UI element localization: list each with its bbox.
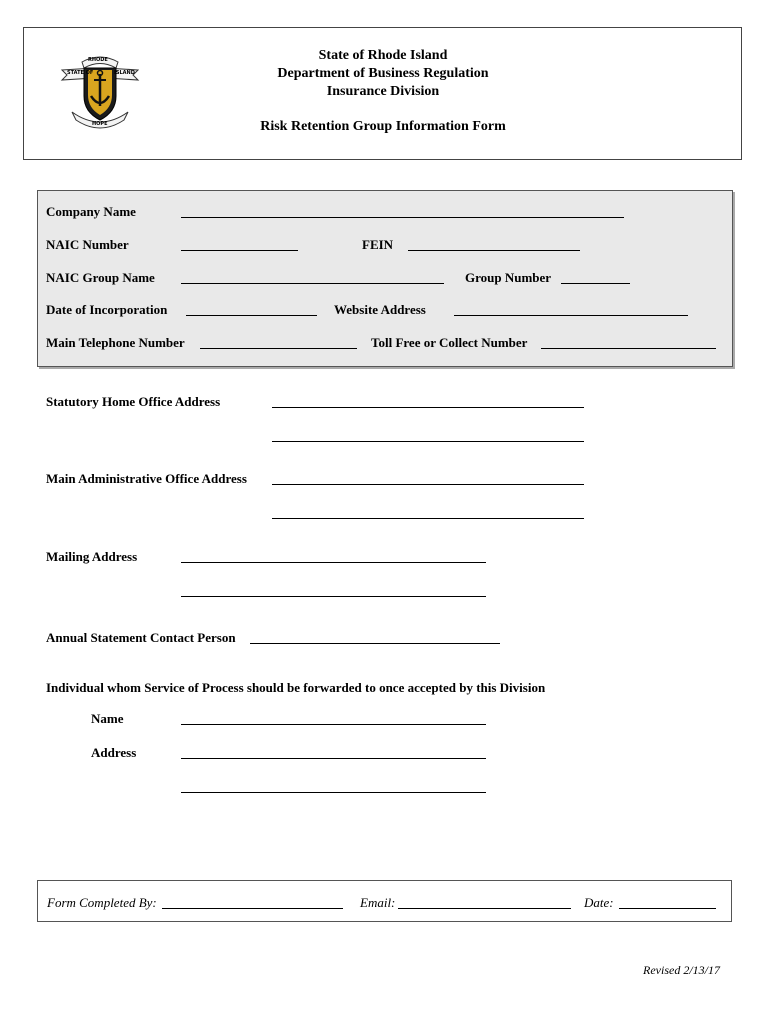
statutory-home-office-label: Statutory Home Office Address xyxy=(46,394,221,409)
main-admin-office-label: Main Administrative Office Address xyxy=(46,471,247,486)
naic-group-name-field[interactable] xyxy=(181,283,444,284)
website-address-field[interactable] xyxy=(454,315,688,316)
naic-number-label: NAIC Number xyxy=(46,237,129,252)
seal-right-text: ISLAND xyxy=(114,70,135,76)
main-admin-office-field-2[interactable] xyxy=(272,518,584,519)
main-telephone-label: Main Telephone Number xyxy=(46,335,185,350)
website-address-label: Website Address xyxy=(334,302,426,317)
sop-name-label: Name xyxy=(91,711,124,726)
department-name: Department of Business Regulation xyxy=(277,66,489,81)
service-of-process-heading: Individual whom Service of Process should be forwarded to once accepted by this Division xyxy=(46,680,546,695)
main-telephone-field[interactable] xyxy=(200,348,357,349)
email-field[interactable] xyxy=(398,908,571,909)
state-name: State of Rhode Island xyxy=(318,48,448,63)
annual-statement-contact-field[interactable] xyxy=(250,643,500,644)
statutory-home-office-field-1[interactable] xyxy=(272,407,584,408)
seal-top-text: RHODE xyxy=(88,57,108,63)
mailing-address-field-2[interactable] xyxy=(181,596,486,597)
date-field[interactable] xyxy=(619,908,716,909)
toll-free-label: Toll Free or Collect Number xyxy=(371,335,528,350)
seal-left-text: STATE OF xyxy=(67,70,94,76)
date-label: Date: xyxy=(584,895,614,910)
statutory-home-office-field-2[interactable] xyxy=(272,441,584,442)
company-name-field[interactable] xyxy=(181,217,624,218)
group-number-field[interactable] xyxy=(561,283,630,284)
form-completed-by-label: Form Completed By: xyxy=(47,895,157,910)
form-completed-by-field[interactable] xyxy=(162,908,343,909)
sop-address-label: Address xyxy=(91,745,137,760)
date-of-incorporation-field[interactable] xyxy=(186,315,317,316)
main-admin-office-field-1[interactable] xyxy=(272,484,584,485)
mailing-address-label: Mailing Address xyxy=(46,549,138,564)
sop-address-field-2[interactable] xyxy=(181,792,486,793)
toll-free-field[interactable] xyxy=(541,348,716,349)
sop-address-field-1[interactable] xyxy=(181,758,486,759)
fein-label: FEIN xyxy=(362,237,394,252)
annual-statement-contact-label: Annual Statement Contact Person xyxy=(46,630,236,645)
seal-bottom-text: HOPE xyxy=(92,121,108,127)
mailing-address-field-1[interactable] xyxy=(181,562,486,563)
email-label: Email: xyxy=(360,895,396,910)
revised-date: Revised 2/13/17 xyxy=(643,963,720,977)
form-title: Risk Retention Group Information Form xyxy=(260,119,506,134)
group-number-label: Group Number xyxy=(465,270,552,285)
sop-name-field[interactable] xyxy=(181,724,486,725)
date-of-incorporation-label: Date of Incorporation xyxy=(46,302,168,317)
company-name-label: Company Name xyxy=(46,204,136,219)
naic-number-field[interactable] xyxy=(181,250,298,251)
naic-group-name-label: NAIC Group Name xyxy=(46,270,155,285)
fein-field[interactable] xyxy=(408,250,580,251)
division-name: Insurance Division xyxy=(326,84,440,99)
